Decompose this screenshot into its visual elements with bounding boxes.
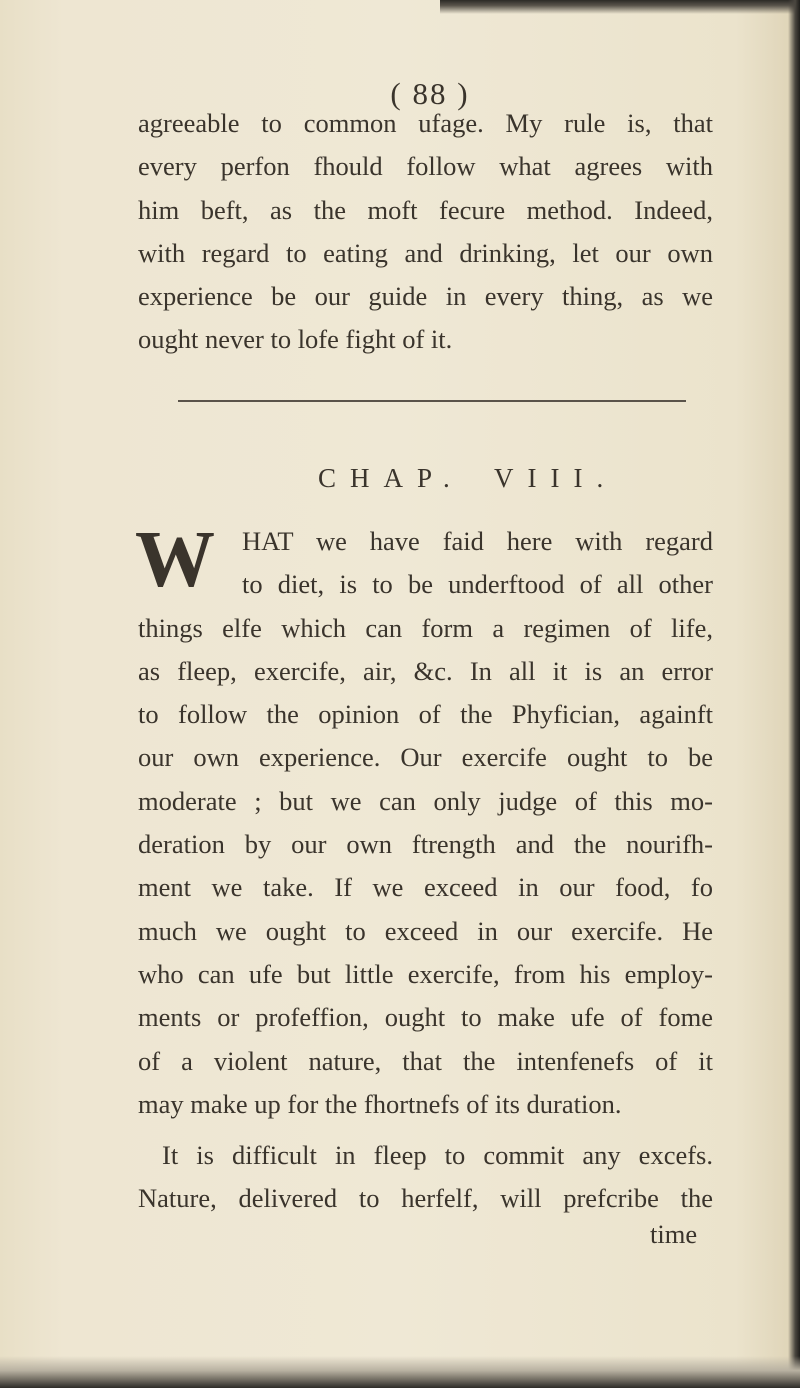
text-line: to follow the opinion of the Phyfician, againft [138, 699, 713, 730]
text-line: experience be our guide in every thing, as we [138, 281, 713, 312]
text-line: It is difficult in fleep to commit any excefs. [162, 1140, 713, 1170]
paragraph-3 [138, 1134, 713, 1221]
text-line: agreeable to common ufage. My rule is, that [138, 108, 713, 138]
drop-cap: W [135, 516, 215, 604]
text-line: ought never to lofe fight of it. [138, 324, 453, 355]
text-line: much we ought to exceed in our exercife. He [138, 915, 713, 946]
text-line: may make up for the fhortnefs of its duration. [138, 1088, 622, 1119]
text-line: HAT we have faid here with regard [242, 526, 713, 556]
paragraph-2 [138, 520, 713, 1126]
text-line: ment we take. If we exceed in our food, fo [138, 872, 713, 903]
top-edge-shadow [440, 0, 800, 14]
page-right-edge [788, 0, 800, 1388]
catchword: time [650, 1219, 698, 1249]
text-line: Nature, delivered to herfelf, will prefcribe the [138, 1183, 713, 1214]
text-line: every perfon fhould follow what agrees with [138, 151, 713, 182]
text-line: to diet, is to be underftood of all other [242, 569, 713, 600]
text-line: our own experience. Our exercife ought to be [138, 742, 713, 773]
text-line: him beft, as the moft fecure method. Indeed, [138, 194, 713, 225]
text-line: who can ufe but little exercife, from his employ- [138, 958, 713, 989]
text-line: moderate ; but we can only judge of this mo- [138, 785, 713, 816]
bottom-edge-shadow [0, 1356, 800, 1388]
text-line: of a violent nature, that the intenfenefs of it [138, 1045, 713, 1076]
text-line: as fleep, exercife, air, &c. In all it is an error [138, 655, 713, 686]
page-number: ( 88 ) [390, 76, 470, 111]
paragraph-1 [138, 102, 713, 362]
text-line: ments or profeffion, ought to make ufe of fome [138, 1002, 713, 1033]
text-line: deration by our own ftrength and the nourifh- [138, 829, 713, 860]
text-line: with regard to eating and drinking, let our own [138, 237, 713, 268]
text-line: things elfe which can form a regimen of life, [138, 612, 713, 643]
chapter-heading: CHAP. VIII. [318, 463, 618, 493]
chapter-divider-rule [178, 400, 686, 402]
